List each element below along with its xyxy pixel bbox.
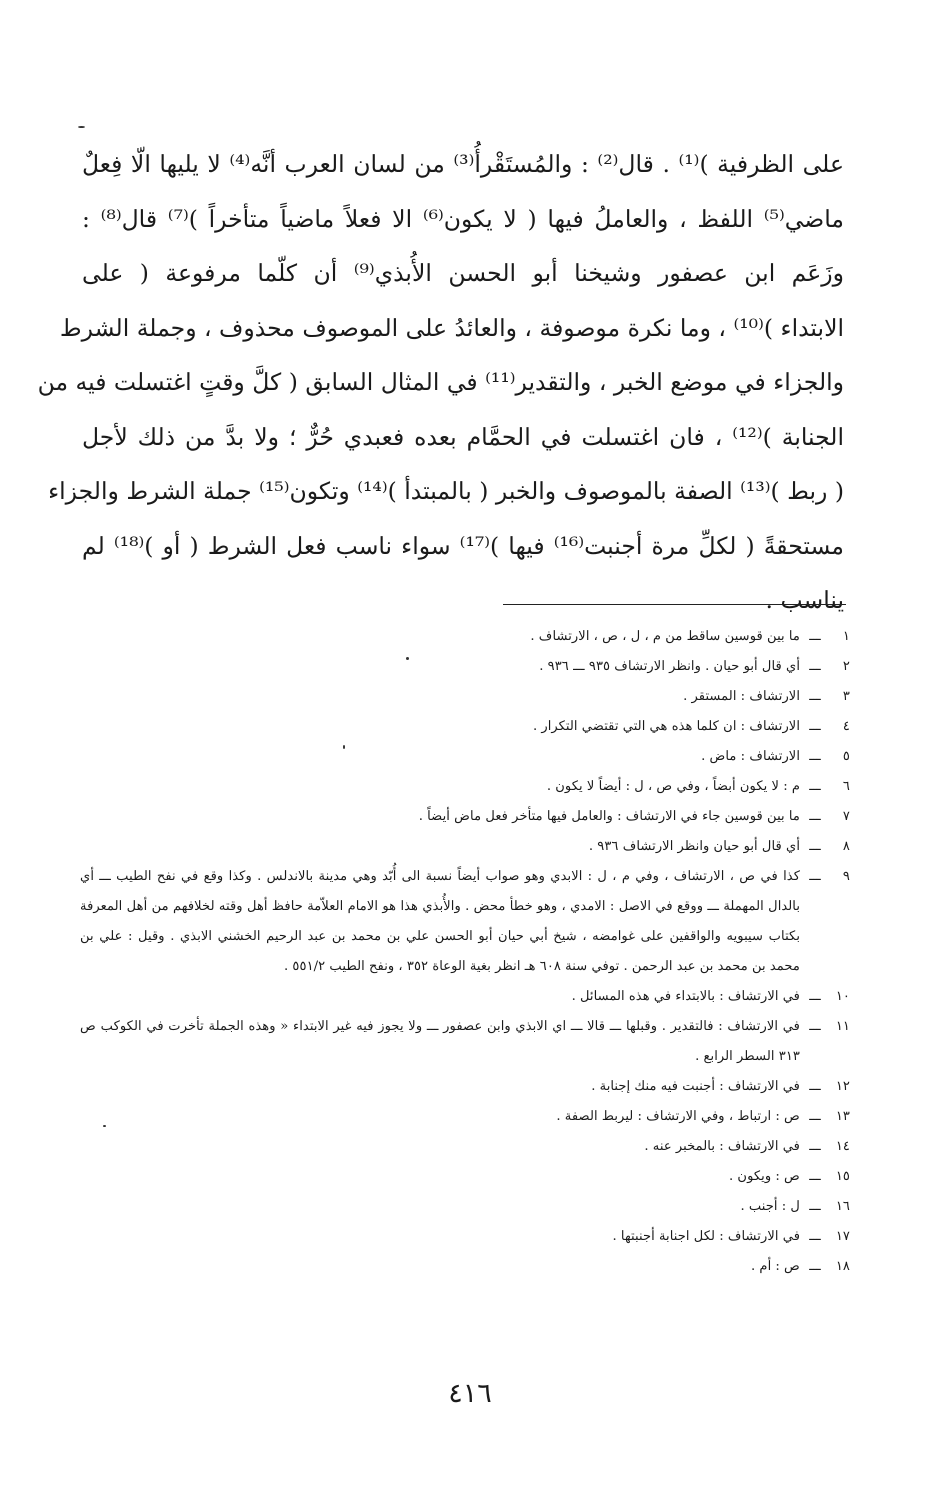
- footnote-dash: ـــ: [809, 1229, 821, 1244]
- footnote-dash: ـــ: [809, 1169, 821, 1184]
- footnote-dash: ـــ: [809, 989, 821, 1004]
- footnote-text: في الارتشاف : فالتقدير . وقبلها ـــ قالا ـــ اي الابذي وابن عصفور ـــ ولا يجوز فيه غير الابتداء « وهذه الجملة تأخرت في الكوكب ص ٣١٣ السطر الرابع .: [80, 1019, 800, 1064]
- footnote-text: في الارتشاف : بالمخبر عنه .: [644, 1139, 800, 1154]
- main-text-line: ( ربط )⁽¹³⁾ الصفة بالموصوف والخبر ( بالمبتدأ )⁽¹⁴⁾ وتكون⁽¹⁵⁾ جملة الشرط والجزاء: [48, 477, 844, 505]
- main-text-line: والجزاء في موضع الخبر ، والتقدير⁽¹¹⁾ في المثال السابق ( كلَّ وقتٍ اغتسلت فيه من: [37, 368, 844, 396]
- footnote: [80, 712, 850, 742]
- footnote: [80, 1252, 850, 1282]
- footnote-dash: ـــ: [809, 1199, 821, 1214]
- footnote-text: ص : ويكون .: [729, 1169, 800, 1184]
- footnote-text: الارتشاف : ماض .: [701, 749, 800, 764]
- footnote-number: ٥: [842, 749, 850, 764]
- footnote-number: ٣: [842, 689, 850, 704]
- footnote: [80, 1012, 850, 1072]
- footnote: [80, 1192, 850, 1222]
- footnote-dash: ـــ: [809, 809, 821, 824]
- scan-speck: [406, 657, 409, 660]
- footnote-text: ص : ارتباط ، وفي الارتشاف : ليربط الصفة .: [556, 1109, 800, 1124]
- footnote-text: ص : أم .: [751, 1259, 800, 1274]
- footnotes-list: [80, 622, 850, 1282]
- footnote: [80, 772, 850, 802]
- main-text-line: على الظرفية )⁽¹⁾ . قال⁽²⁾ : والمُستَقْرأُ⁽³⁾ من لسان العرب أنَّه⁽⁴⁾ لا يليها الّا فِعلٌ: [82, 150, 844, 178]
- main-text-line: الابتداء )⁽¹⁰⁾ ، وما نكرة موصوفة ، والعائدُ على الموصوف محذوف ، وجملة الشرط: [59, 313, 844, 342]
- footnote: [80, 682, 850, 712]
- footnote-number: ١٧: [835, 1229, 850, 1244]
- footnote-number: ١١: [835, 1019, 850, 1034]
- scan-speck: [78, 126, 85, 128]
- footnote-dash: ـــ: [809, 749, 821, 764]
- footnote-number: ٨: [842, 839, 850, 854]
- footnote-text: أي قال أبو حيان وانظر الارتشاف ٩٣٦ .: [588, 839, 800, 854]
- footnote-dash: ـــ: [809, 869, 821, 884]
- footnote: [80, 1102, 850, 1132]
- footnote-number: ٩: [842, 869, 850, 884]
- footnote: [80, 1222, 850, 1252]
- main-text-line: الجنابة )⁽¹²⁾ ، فان اغتسلت في الحمَّام بعده فعبدي حُرٌّ ؛ ولا بدَّ من ذلك لأجل: [82, 422, 844, 451]
- footnote: [80, 652, 850, 682]
- footnote: [80, 742, 850, 772]
- main-text-line: يناسب .: [765, 586, 844, 614]
- scan-speck: [343, 745, 345, 749]
- footnote-text: ل : أجنب .: [740, 1199, 800, 1214]
- footnote-number: ١: [842, 629, 850, 644]
- footnote-text: الارتشاف : ان كلما هذه هي التي تقتضي التكرار .: [532, 719, 800, 734]
- main-text-line: مستحقةً ( لكلِّ مرة أجنبت⁽¹⁶⁾ فيها )⁽¹⁷⁾ سواء ناسب فعل الشرط ( أو )⁽¹⁸⁾ لم: [82, 531, 845, 560]
- footnote-number: ٤: [842, 719, 850, 734]
- scan-speck: [103, 1125, 106, 1127]
- footnote-text: في الارتشاف : بالابتداء في هذه المسائل .: [571, 989, 800, 1004]
- footnote: [80, 1072, 850, 1102]
- footnote-number: ٦: [842, 779, 850, 794]
- footnote-text: م : لا يكون أبضاً ، وفي ص ، ل : أيضاً لا يكون .: [546, 779, 800, 794]
- footnote-dash: ـــ: [809, 1079, 821, 1094]
- footnote-dash: ـــ: [809, 689, 821, 704]
- main-text-line: ماضي⁽⁵⁾ اللفظ ، والعاملُ فيها ( لا يكون⁽⁶⁾ الا فعلاً ماضياً متأخراً )⁽⁷⁾ قال⁽⁸⁾ :: [82, 204, 844, 233]
- footnote-number: ١٦: [835, 1199, 850, 1214]
- footnote-text: في الارتشاف : لكل اجنابة أجنبتها .: [612, 1229, 800, 1244]
- footnote-number: ١٢: [835, 1079, 850, 1094]
- footnote: [80, 1132, 850, 1162]
- footnote-number: ١٨: [835, 1259, 850, 1274]
- footnote: [80, 1162, 850, 1192]
- footnote-dash: ـــ: [809, 839, 821, 854]
- footnote: [80, 832, 850, 862]
- main-text-block: [37, 137, 845, 628]
- footnote-text: ما بين قوسين جاء في الارتشاف : والعامل فيها متأخر فعل ماض أيضاً .: [418, 809, 800, 824]
- footnote-text: ما بين قوسين ساقط من م ، ل ، ص ، الارتشاف .: [530, 629, 800, 644]
- footnote-text: في الارتشاف : أجنبت فيه منك إجنابة .: [591, 1079, 800, 1094]
- footnote: [80, 622, 850, 652]
- footnote-dash: ـــ: [809, 1019, 821, 1034]
- footnote-dash: ـــ: [809, 1259, 821, 1274]
- footnote-text: الارتشاف : المستقر .: [683, 689, 800, 704]
- footnote: [80, 982, 850, 1012]
- footnote-text: أي قال أبو حيان . وانظر الارتشاف ٩٣٥ ـــ ٩٣٦ .: [539, 659, 800, 674]
- main-text-line: وزَعَم ابن عصفور وشيخنا أبو الحسن الأُبذي⁽⁹⁾ أن كلّما مرفوعة ( على: [82, 259, 844, 287]
- footnote-number: ٧: [842, 809, 850, 824]
- footnote: [80, 862, 850, 982]
- footnote-dash: ـــ: [809, 1139, 821, 1154]
- footnote-divider: [503, 604, 846, 605]
- footnote-number: ٢: [842, 659, 850, 674]
- footnote-dash: ـــ: [809, 659, 821, 674]
- footnote-number: ١٣: [835, 1109, 850, 1124]
- footnote-number: ١٠: [835, 989, 850, 1004]
- footnote-dash: ـــ: [809, 629, 821, 644]
- footnote-dash: ـــ: [809, 719, 821, 734]
- footnote: [80, 802, 850, 832]
- footnote-dash: ـــ: [809, 1109, 821, 1124]
- footnote-text: كذا في ص ، الارتشاف ، وفي م ، ل : الابدي وهو صواب أيضاً نسبة الى أُبّد وهي مدينة بالاندلس . وكذا وقع في نفح الطيب ـــ أي بالدال المهملة ـــ ووقع في الاصل : الامدي ، وهو خطأ محض . والأُبذي هذا هو الامام العلاّمة حافظ أهل وقته لخلافهم من أهل المعرفة بكتاب سيبويه والواقفين على غوامضه ، شيخ أبي حيان أبو الحسن علي بن محمد بن عبد الرحيم الخشني الابذي . وقيل : علي بن محمد بن محمد بن عبد الرحمن . توفي سنة ٦٠٨ هـ انظر بغية الوعاة ٣٥٢ ، ونفح الطيب ٥٥١/٢ .: [80, 869, 800, 974]
- footnote-number: ١٥: [835, 1169, 850, 1184]
- footnote-number: ١٤: [835, 1139, 850, 1154]
- footnote-dash: ـــ: [809, 779, 821, 794]
- page-number: ٤١٦: [448, 1378, 492, 1409]
